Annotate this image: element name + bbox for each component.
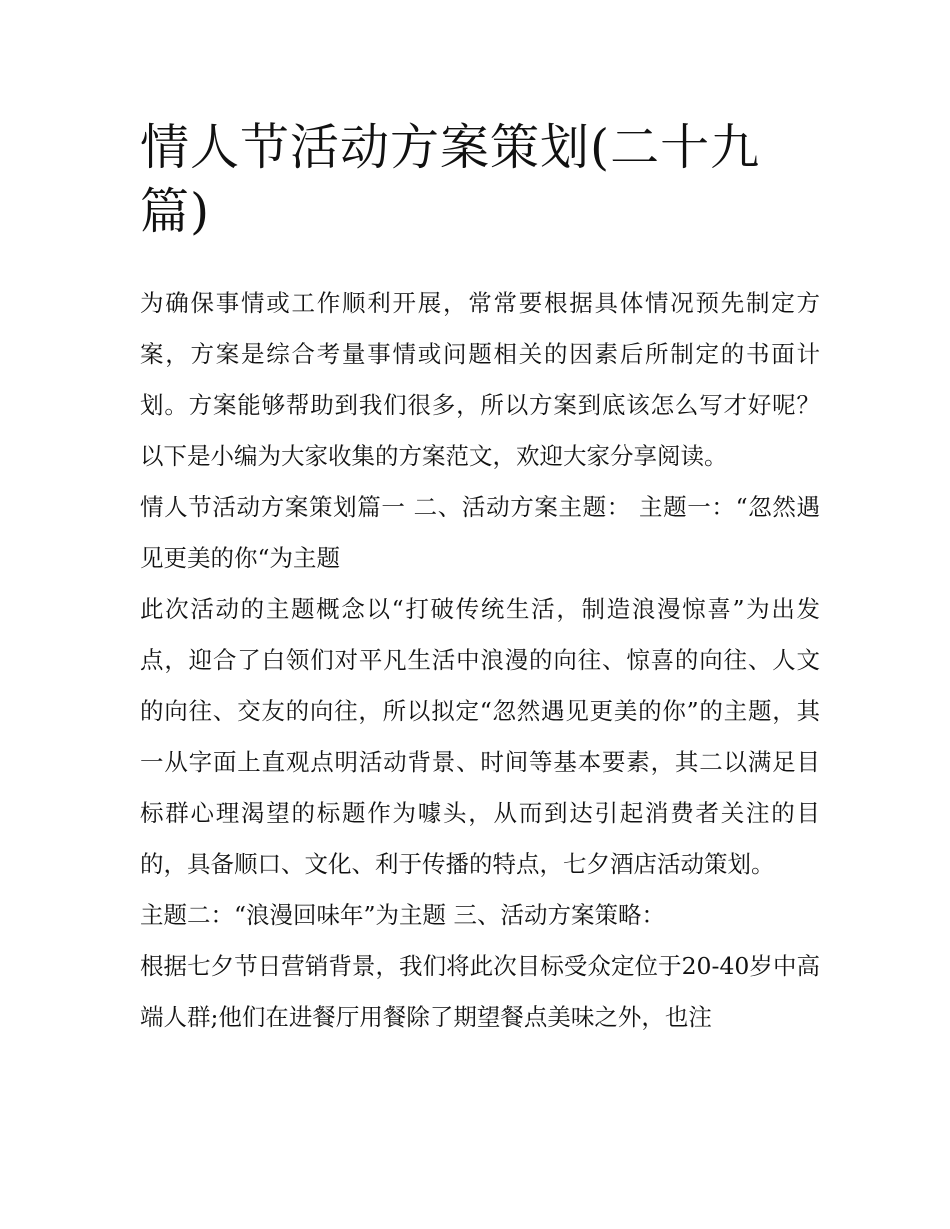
document-title: 情人节活动方案策划(二十九篇) bbox=[140, 119, 761, 240]
paragraph-theme-one: 情人节活动方案策划篇一 二、活动方案主题： 主题一：“忽然遇见更美的你“为主题 bbox=[140, 493, 820, 572]
paragraph-strategy: 根据七夕节日营销背景，我们将此次目标受众定位于20-40岁中高端人群;他们在进餐厅用餐除了期望餐点美味之外，也注 bbox=[140, 952, 820, 1031]
paragraph-theme-two: 主题二：“浪漫回味年”为主题 三、活动方案策略： bbox=[140, 901, 665, 929]
paragraph-intro: 为确保事情或工作顺利开展，常常要根据具体情况预先制定方案，方案是综合考量事情或问题相关的因素后所制定的书面计划。方案能够帮助到我们很多，所以方案到底该怎么写才好呢？以下是小编为大家收集的方案范文，欢迎大家分享阅读。 bbox=[140, 289, 820, 470]
document-body bbox=[140, 278, 820, 1043]
paragraph-theme-concept: 此次活动的主题概念以“打破传统生活，制造浪漫惊喜”为出发点，迎合了白领们对平凡生活中浪漫的向往、惊喜的向往、人文的向往、交友的向往，所以拟定“忽然遇见更美的你”的主题，其一从字面上直观点明活动背景、时间等基本要素，其二以满足目标群心理渴望的标题作为噱头，从而到达引起消费者关注的目的，具备顺口、文化、利于传播的特点，七夕酒店活动策划。 bbox=[140, 595, 820, 878]
